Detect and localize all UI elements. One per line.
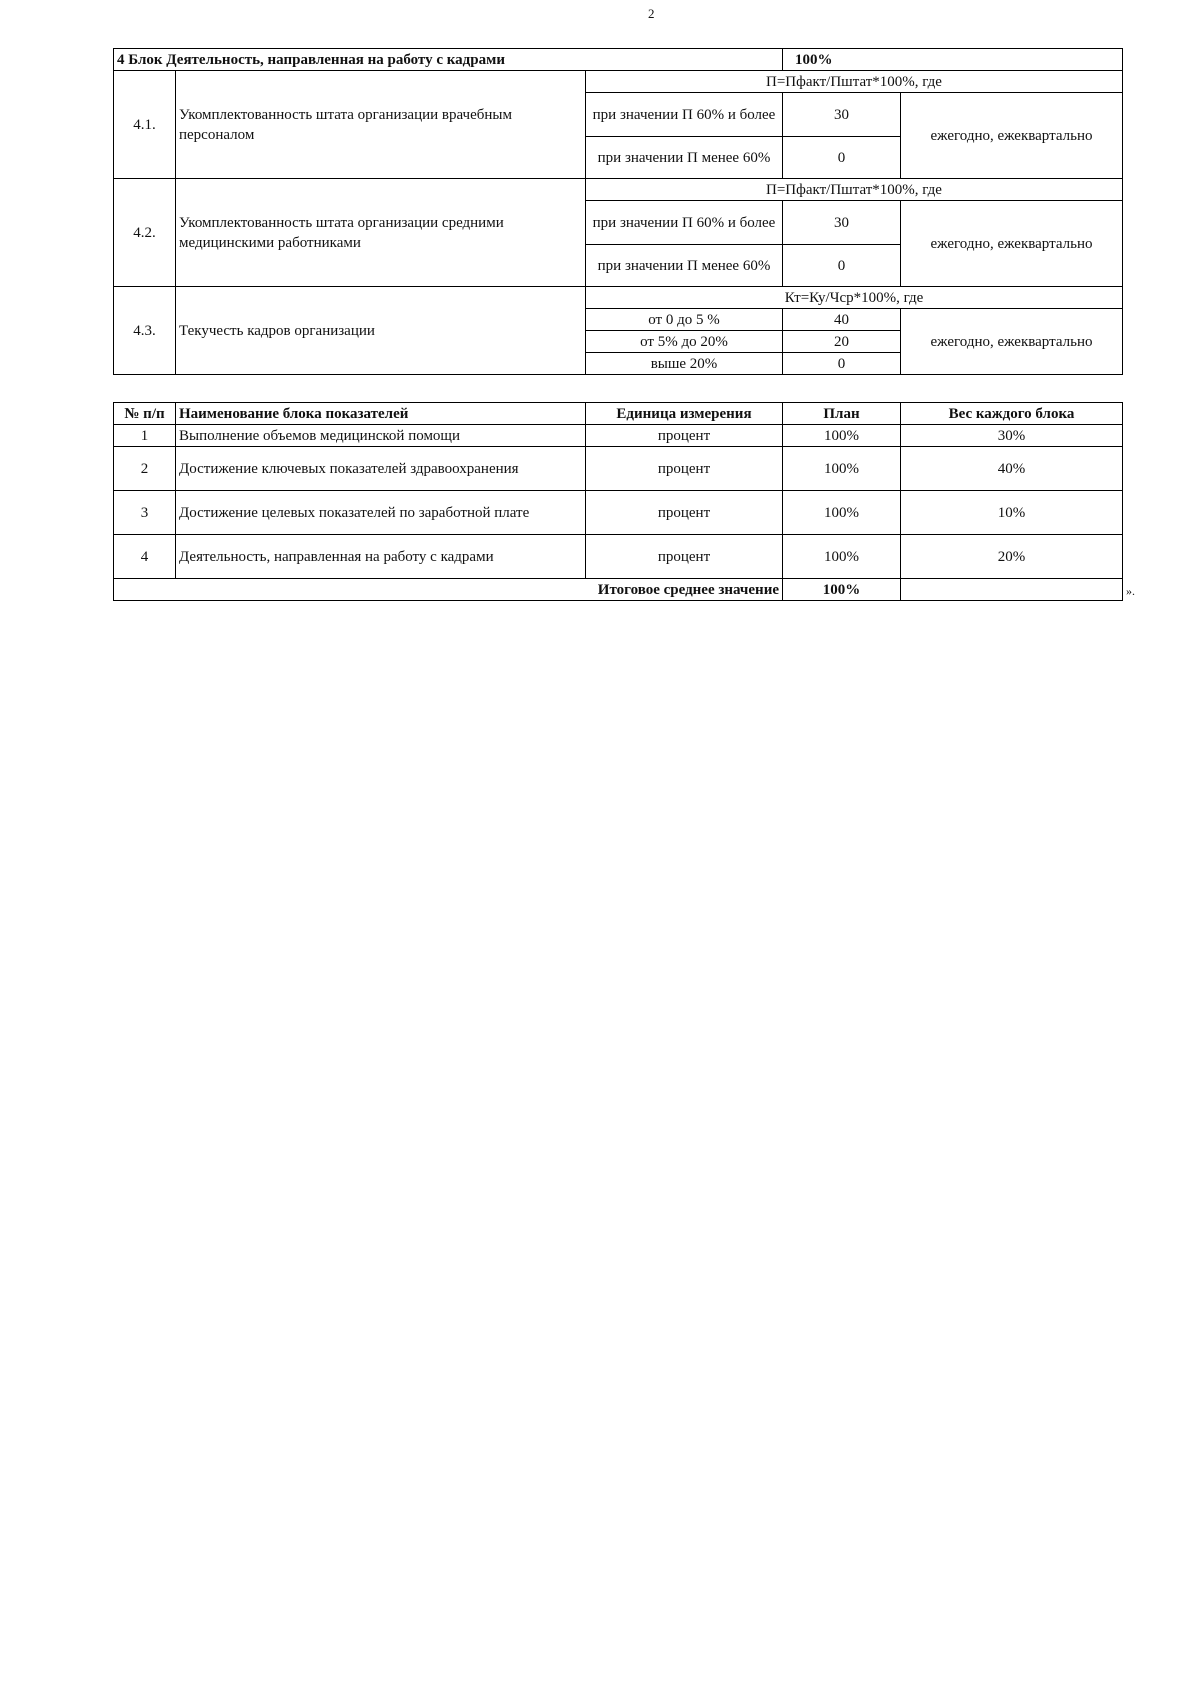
row-unit: процент: [586, 491, 783, 535]
header-num: № п/п: [114, 403, 176, 425]
condition-label: при значении П менее 60%: [586, 137, 783, 179]
table-row: [114, 425, 1123, 447]
condition-score: 0: [783, 137, 901, 179]
condition-label: от 0 до 5 %: [586, 309, 783, 331]
row-name: Достижение целевых показателей по заработной плате: [176, 491, 586, 535]
total-label: Итоговое среднее значение: [114, 579, 783, 601]
indicator-period: ежегодно, ежеквартально: [901, 201, 1123, 287]
row-weight: 20%: [901, 535, 1123, 579]
indicator-num: 4.1.: [114, 71, 176, 179]
row-plan: 100%: [783, 425, 901, 447]
header-weight: Вес каждого блока: [901, 403, 1123, 425]
header-name: Наименование блока показателей: [176, 403, 586, 425]
condition-score: 40: [783, 309, 901, 331]
page-number: 2: [648, 6, 655, 21]
header-unit: Единица измерения: [586, 403, 783, 425]
indicator-formula: П=Пфакт/Пштат*100%, где: [586, 71, 1123, 93]
row-num: 3: [114, 491, 176, 535]
condition-score: 20: [783, 331, 901, 353]
indicator-name: Укомплектованность штата организации средними медицинскими работниками: [176, 179, 586, 287]
indicator-period: ежегодно, ежеквартально: [901, 309, 1123, 375]
row-weight: 30%: [901, 425, 1123, 447]
block4-weight: 100%: [783, 49, 1123, 71]
block4-table: [113, 48, 1123, 375]
total-weight: [901, 579, 1123, 601]
row-plan: 100%: [783, 447, 901, 491]
indicator-formula: П=Пфакт/Пштат*100%, где: [586, 179, 1123, 201]
table-row: [114, 491, 1123, 535]
total-plan: 100%: [783, 579, 901, 601]
row-weight: 10%: [901, 491, 1123, 535]
condition-score: 0: [783, 353, 901, 375]
block4-title: 4 Блок Деятельность, направленная на работу с кадрами: [114, 49, 783, 71]
condition-score: 30: [783, 93, 901, 137]
closing-quote-mark: ».: [1126, 584, 1135, 598]
row-name: Выполнение объемов медицинской помощи: [176, 425, 586, 447]
row-unit: процент: [586, 425, 783, 447]
row-plan: 100%: [783, 491, 901, 535]
condition-label: выше 20%: [586, 353, 783, 375]
condition-label: при значении П менее 60%: [586, 245, 783, 287]
row-name: Достижение ключевых показателей здравоохранения: [176, 447, 586, 491]
row-num: 4: [114, 535, 176, 579]
row-plan: 100%: [783, 535, 901, 579]
condition-label: от 5% до 20%: [586, 331, 783, 353]
row-weight: 40%: [901, 447, 1123, 491]
table-row: [114, 535, 1123, 579]
row-num: 2: [114, 447, 176, 491]
row-unit: процент: [586, 447, 783, 491]
table-row: [114, 447, 1123, 491]
header-plan: План: [783, 403, 901, 425]
condition-score: 0: [783, 245, 901, 287]
indicator-num: 4.3.: [114, 287, 176, 375]
indicator-name: Текучесть кадров организации: [176, 287, 586, 375]
condition-label: при значении П 60% и более: [586, 93, 783, 137]
row-num: 1: [114, 425, 176, 447]
indicator-period: ежегодно, ежеквартально: [901, 93, 1123, 179]
row-unit: процент: [586, 535, 783, 579]
condition-score: 30: [783, 201, 901, 245]
row-name: Деятельность, направленная на работу с кадрами: [176, 535, 586, 579]
indicator-formula: Кт=Ку/Чср*100%, где: [586, 287, 1123, 309]
indicator-num: 4.2.: [114, 179, 176, 287]
summary-table: [113, 402, 1123, 601]
condition-label: при значении П 60% и более: [586, 201, 783, 245]
indicator-name: Укомплектованность штата организации врачебным персоналом: [176, 71, 586, 179]
